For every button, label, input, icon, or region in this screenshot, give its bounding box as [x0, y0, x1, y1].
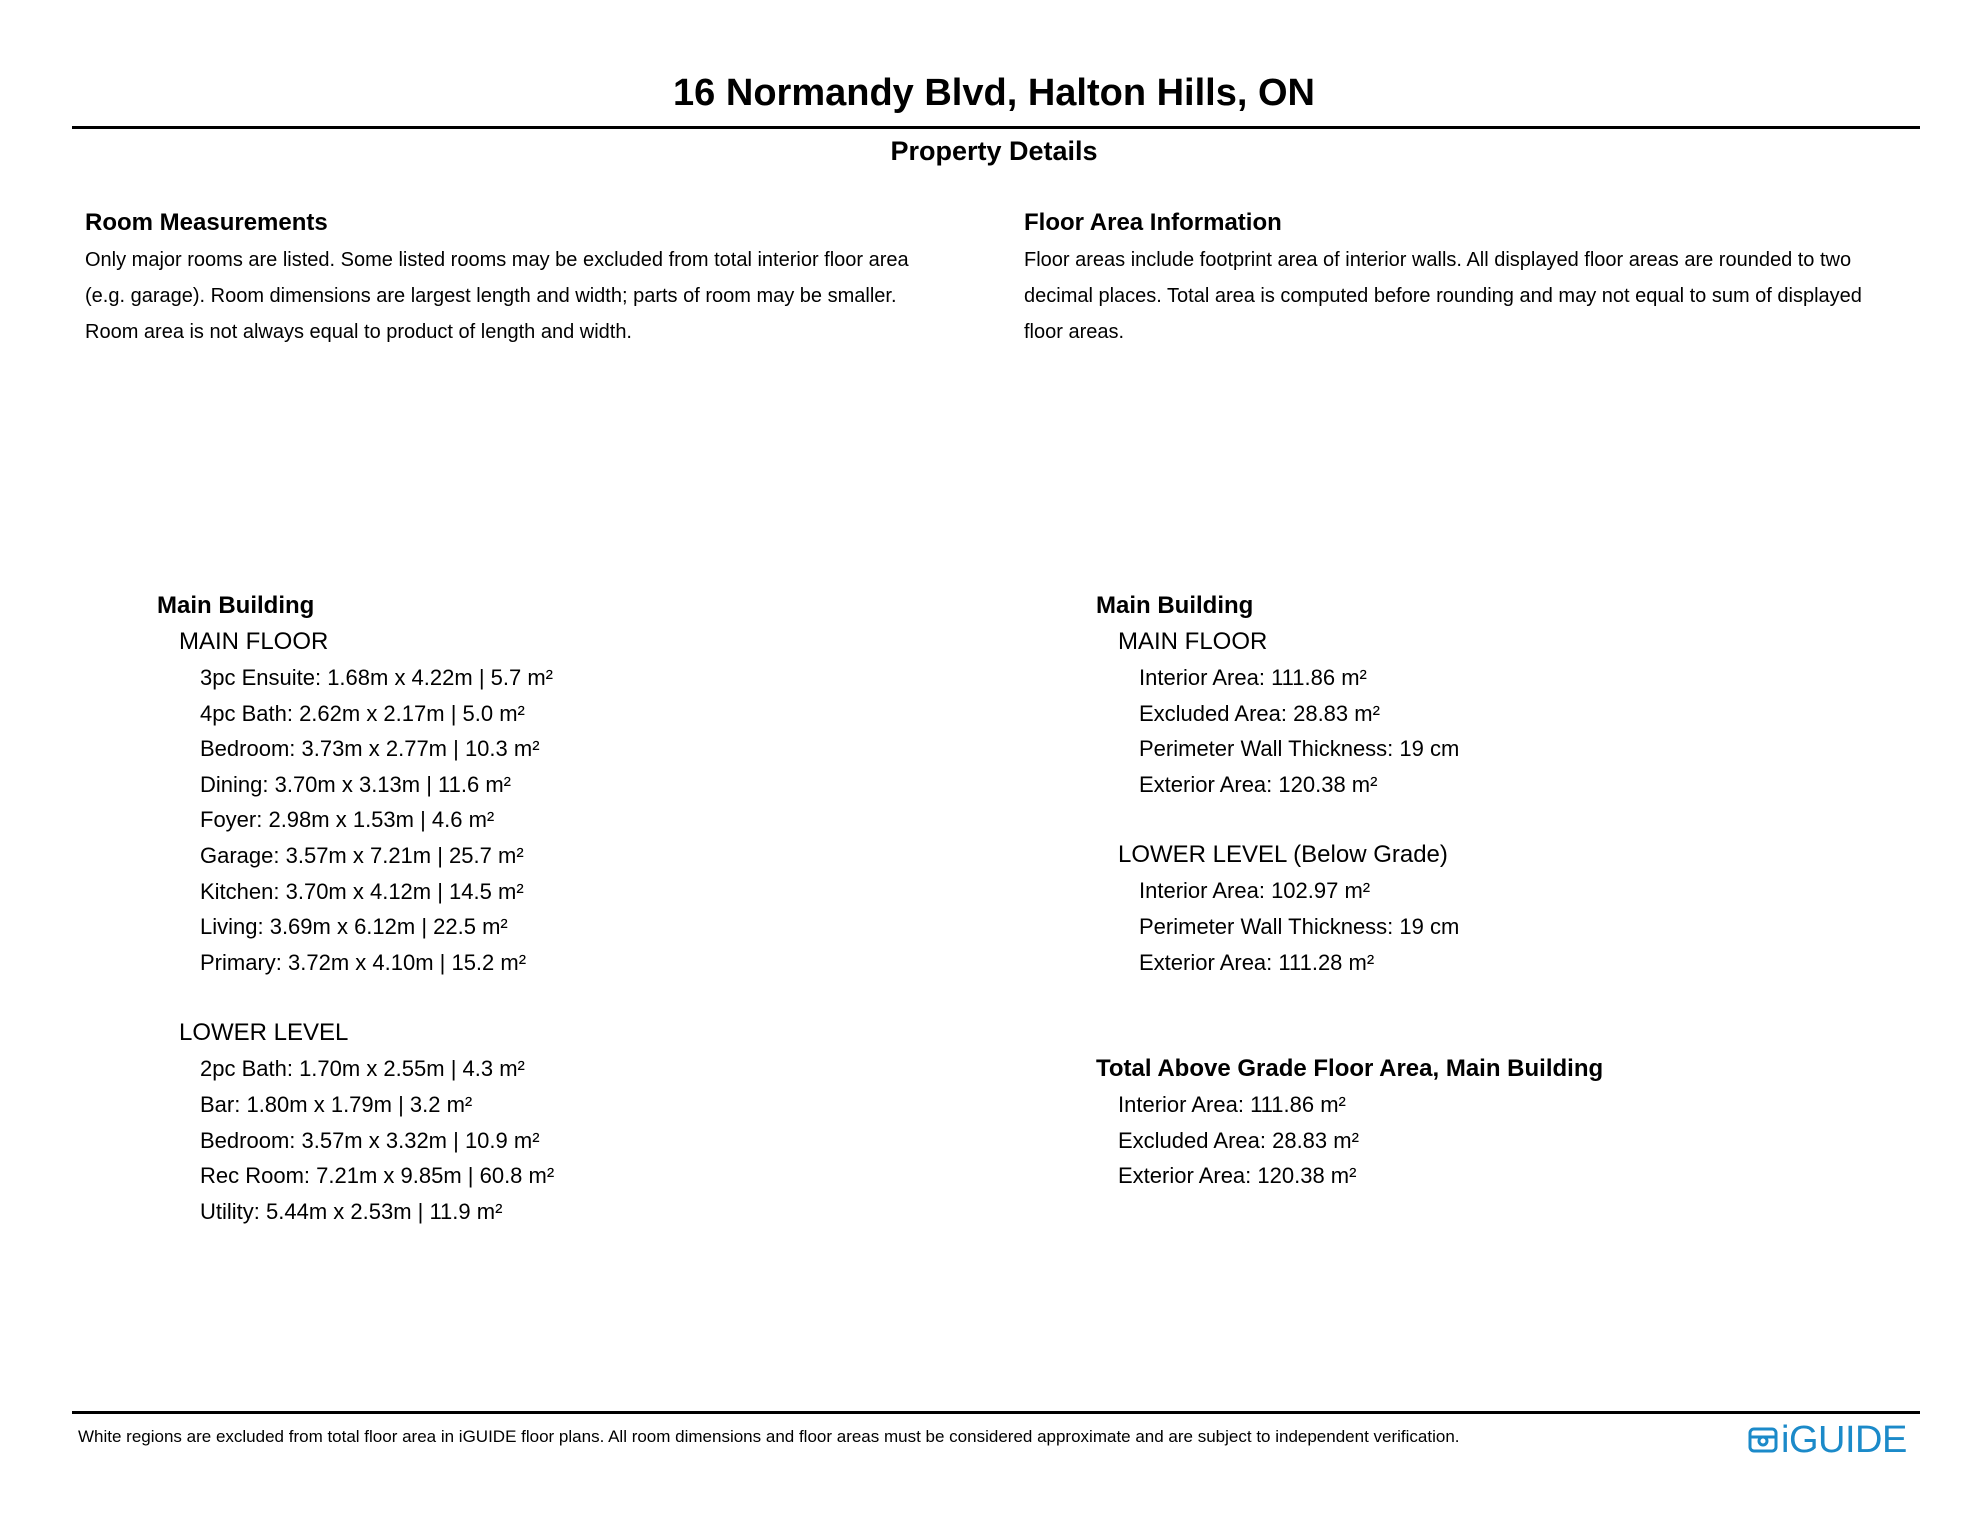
lower-level-area-list — [1096, 873, 1603, 980]
area-item: Exterior Area: 120.38 m² — [1118, 1163, 1357, 1189]
room-item: Primary: 3.72m x 4.10m | 15.2 m² — [200, 949, 527, 975]
note-line: floor areas. — [1024, 321, 1125, 343]
area-item: Perimeter Wall Thickness: 19 cm — [1139, 913, 1460, 939]
level-title-main-floor: MAIN FLOOR — [179, 628, 329, 655]
note-line: (e.g. garage). Room dimensions are largest length and width; parts of room may be smaller. — [85, 285, 897, 307]
room-item: Bedroom: 3.73m x 2.77m | 10.3 m² — [200, 736, 540, 762]
room-measurements-note — [85, 242, 1005, 350]
area-item: Excluded Area: 28.83 m² — [1139, 700, 1380, 726]
camera-box-icon — [1748, 1425, 1778, 1455]
floor-area-building-block — [1096, 588, 1603, 1194]
area-item: Interior Area: 111.86 m² — [1118, 1092, 1346, 1118]
total-area-heading: Total Above Grade Floor Area, Main Building — [1096, 1055, 1604, 1083]
area-item: Perimeter Wall Thickness: 19 cm — [1139, 736, 1460, 762]
page-title: 16 Normandy Blvd, Halton Hills, ON — [673, 72, 1315, 114]
area-item: Interior Area: 102.97 m² — [1139, 878, 1371, 904]
room-item: Rec Room: 7.21m x 9.85m | 60.8 m² — [200, 1163, 555, 1189]
area-item: Exterior Area: 120.38 m² — [1139, 771, 1378, 797]
total-area-list — [1096, 1087, 1603, 1194]
spacer — [157, 980, 554, 1015]
room-item: Bar: 1.80m x 1.79m | 3.2 m² — [200, 1091, 473, 1117]
room-item: Utility: 5.44m x 2.53m | 11.9 m² — [200, 1198, 503, 1224]
note-line: Only major rooms are listed. Some listed rooms may be excluded from total interior floor area — [85, 249, 909, 271]
area-item: Excluded Area: 28.83 m² — [1118, 1127, 1359, 1153]
floor-area-heading: Floor Area Information — [1024, 209, 1282, 236]
lower-level-room-list — [157, 1051, 554, 1229]
room-item: Dining: 3.70m x 3.13m | 11.6 m² — [200, 771, 511, 797]
header-divider — [72, 126, 1920, 129]
room-item: Kitchen: 3.70m x 4.12m | 14.5 m² — [200, 878, 524, 904]
level-title-main-floor: MAIN FLOOR — [1118, 628, 1268, 655]
room-measurements-section — [85, 206, 1005, 1224]
room-item: 4pc Bath: 2.62m x 2.17m | 5.0 m² — [200, 700, 525, 726]
note-line: Room area is not always equal to product of length and width. — [85, 321, 632, 343]
floor-area-note — [1024, 242, 1944, 350]
logo-text: iGUIDE — [1781, 1419, 1907, 1461]
note-line: Floor areas include footprint area of interior walls. All displayed floor areas are rounded to two — [1024, 249, 1852, 271]
level-title-lower-level: LOWER LEVEL (Below Grade) — [1118, 841, 1448, 869]
page-subtitle: Property Details — [890, 136, 1098, 166]
room-item: 2pc Bath: 1.70m x 2.55m | 4.3 m² — [200, 1056, 525, 1082]
spacer — [1096, 802, 1603, 837]
building-title: Main Building — [157, 592, 315, 619]
footer-disclaimer: White regions are excluded from total floor area in iGUIDE floor plans. All room dimensions and floor areas must be considered approximate and are subject to independent verification. — [78, 1427, 1460, 1446]
floor-area-section — [1024, 206, 1944, 1189]
area-item: Interior Area: 111.86 m² — [1139, 665, 1367, 690]
room-item: Bedroom: 3.57m x 3.32m | 10.9 m² — [200, 1127, 540, 1153]
main-floor-room-list — [157, 660, 554, 980]
note-line: decimal places. Total area is computed before rounding and may not equal to sum of displayed — [1024, 285, 1862, 307]
area-item: Exterior Area: 111.28 m² — [1139, 949, 1375, 975]
room-measurements-heading: Room Measurements — [85, 209, 328, 236]
building-title: Main Building — [1096, 592, 1254, 619]
main-floor-area-list — [1096, 660, 1603, 802]
iguide-logo — [1748, 1418, 1907, 1462]
room-item: Garage: 3.57m x 7.21m | 25.7 m² — [200, 842, 524, 868]
room-item: Living: 3.69m x 6.12m | 22.5 m² — [200, 914, 508, 940]
footer-divider — [72, 1411, 1920, 1414]
spacer — [1096, 980, 1603, 1051]
room-item: Foyer: 2.98m x 1.53m | 4.6 m² — [200, 807, 495, 833]
room-measurements-building-block — [157, 588, 554, 1229]
level-title-lower-level: LOWER LEVEL — [179, 1019, 349, 1047]
room-item: 3pc Ensuite: 1.68m x 4.22m | 5.7 m² — [200, 665, 553, 690]
